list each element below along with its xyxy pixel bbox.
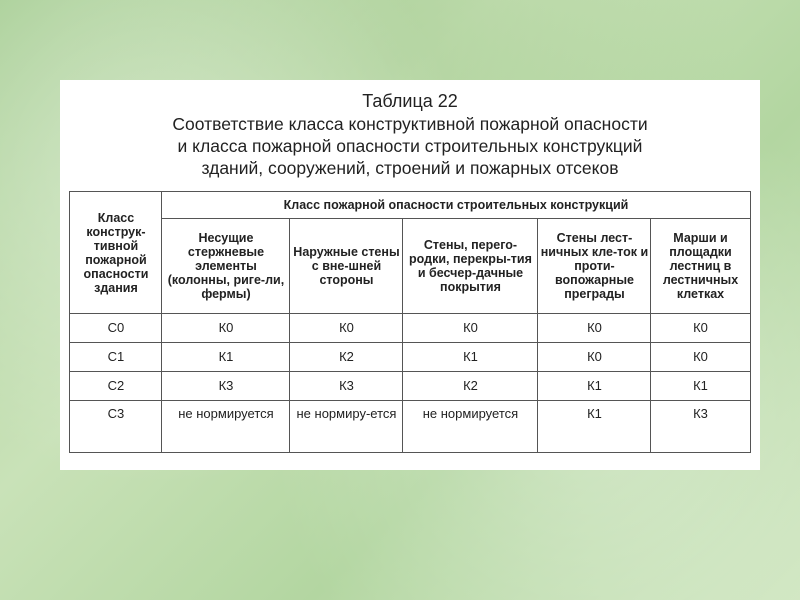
row-header-cell: Класс конструк-тивной пожарной опасности здания [70, 192, 162, 314]
caption-line-3: зданий, сооружений, строений и пожарных отсеков [201, 158, 619, 178]
value-cell: К1 [162, 343, 290, 372]
class-cell: С3 [70, 401, 162, 453]
value-cell: К0 [538, 343, 651, 372]
value-cell: К1 [538, 401, 651, 453]
fire-hazard-table [69, 191, 750, 453]
value-cell: К0 [651, 314, 750, 343]
group-header-cell: Класс пожарной опасности строительных конструкций [162, 192, 750, 219]
class-cell: С2 [70, 372, 162, 401]
column-header: Стены лест-ничных кле-ток и проти-вопожарные преграды [538, 219, 651, 314]
value-cell: К0 [162, 314, 290, 343]
value-cell: К0 [403, 314, 538, 343]
value-cell: К3 [162, 372, 290, 401]
column-header: Несущие стержневые элементы (колонны, риге-ли, фермы) [162, 219, 290, 314]
class-cell: С1 [70, 343, 162, 372]
value-cell: К0 [651, 343, 750, 372]
table-number: Таблица 22 [362, 91, 458, 111]
caption-line-2: и класса пожарной опасности строительных конструкций [177, 136, 643, 156]
column-header: Наружные стены с вне-шней стороны [290, 219, 403, 314]
value-cell: К1 [651, 372, 750, 401]
value-cell: не нормируется [403, 401, 538, 453]
column-header: Марши и площадки лестниц в лестничных клетках [651, 219, 750, 314]
value-cell: К3 [651, 401, 750, 453]
table-slide-card [60, 80, 760, 470]
value-cell: К1 [538, 372, 651, 401]
caption-line-1: Соответствие класса конструктивной пожарной опасности [172, 114, 648, 134]
table-row [70, 401, 750, 453]
column-header: Стены, перего-родки, перекры-тия и бесчер-дачные покрытия [403, 219, 538, 314]
value-cell: К3 [290, 372, 403, 401]
value-cell: К0 [538, 314, 651, 343]
table-row [70, 372, 750, 401]
value-cell: К2 [403, 372, 538, 401]
class-cell: С0 [70, 314, 162, 343]
value-cell: не нормируется [162, 401, 290, 453]
table-row [70, 314, 750, 343]
value-cell: К2 [290, 343, 403, 372]
table-caption [68, 90, 752, 179]
table-row [70, 343, 750, 372]
value-cell: не нормиру-ется [290, 401, 403, 453]
value-cell: К1 [403, 343, 538, 372]
value-cell: К0 [290, 314, 403, 343]
